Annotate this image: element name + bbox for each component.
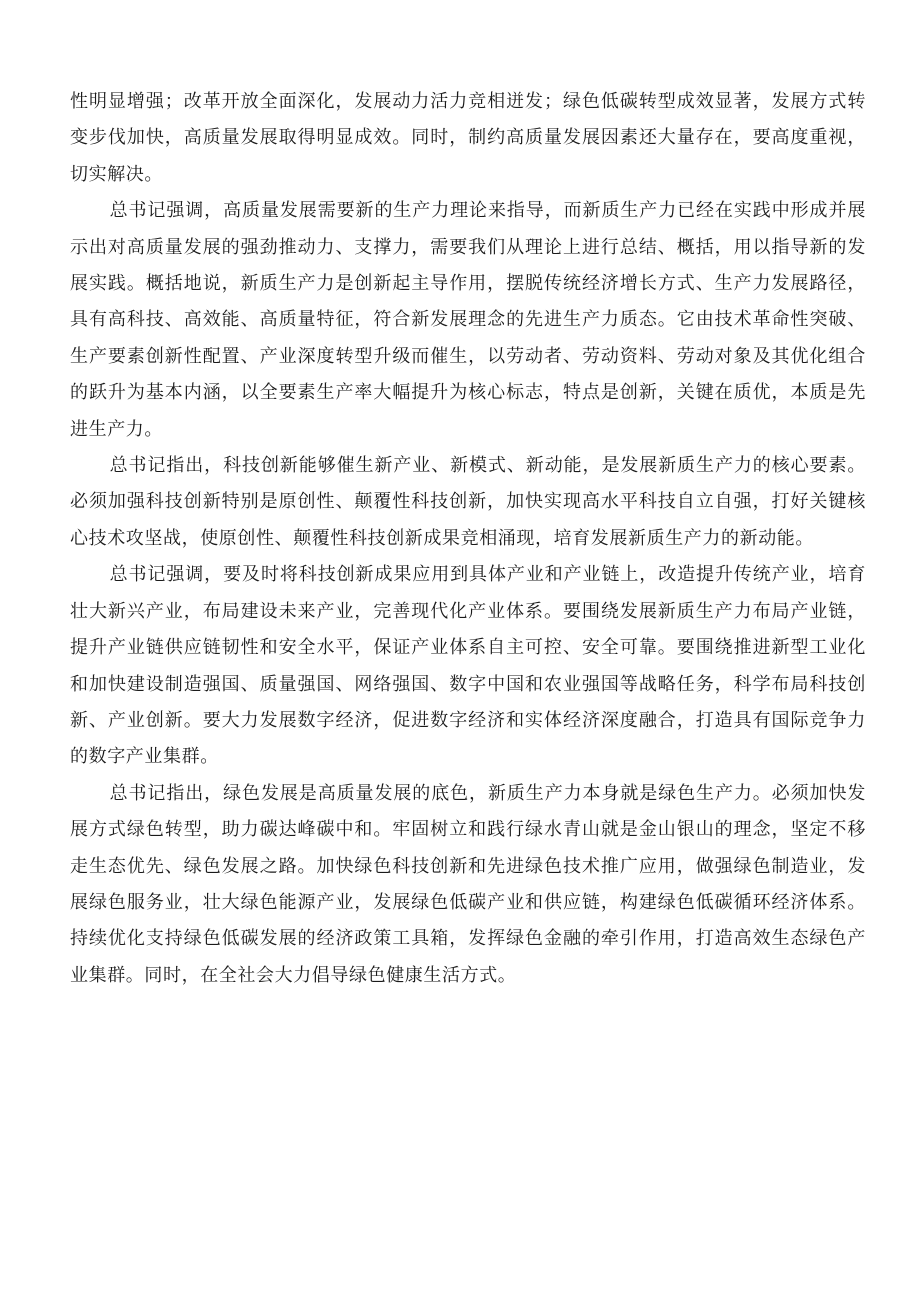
paragraph-3: 总书记指出，科技创新能够催生新产业、新模式、新动能，是发展新质生产力的核心要素。必须加强科技创新特别是原创性、颠覆性科技创新，加快实现高水平科技自立自强，打好关键核心技术攻坚战，使原创性、颠覆性科技创新成果竞相涌现，培育发展新质生产力的新动能。 — [70, 455, 866, 549]
paragraph-2: 总书记强调，高质量发展需要新的生产力理论来指导，而新质生产力已经在实践中形成并展示出对高质量发展的强劲推动力、支撑力，需要我们从理论上进行总结、概括，用以指导新的发展实践。概括地说，新质生产力是创新起主导作用，摆脱传统经济增长方式、生产力发展路径，具有高科技、高效能、高质量特征，符合新发展理念的先进生产力质态。它由技术革命性突破、生产要素创新性配置、产业深度转型升级而催生，以劳动者、劳动资料、劳动对象及其优化组合的跃升为基本内涵，以全要素生产率大幅提升为核心标志，特点是创新，关键在质优，本质是先进生产力。 — [70, 200, 866, 440]
paragraph-5: 总书记指出，绿色发展是高质量发展的底色，新质生产力本身就是绿色生产力。必须加快发展方式绿色转型，助力碳达峰碳中和。牢固树立和践行绿水青山就是金山银山的理念，坚定不移走生态优先、绿色发展之路。加快绿色科技创新和先进绿色技术推广应用，做强绿色制造业，发展绿色服务业，壮大绿色能源产业，发展绿色低碳产业和供应链，构建绿色低碳循环经济体系。持续优化支持绿色低碳发展的经济政策工具箱，发挥绿色金融的牵引作用，打造高效生态绿色产业集群。同时，在全社会大力倡导绿色健康生活方式。 — [70, 782, 866, 986]
document-page — [70, 84, 866, 994]
paragraph-1: 性明显增强；改革开放全面深化，发展动力活力竞相迸发；绿色低碳转型成效显著，发展方式转变步伐加快，高质量发展取得明显成效。同时，制约高质量发展因素还大量存在，要高度重视，切实解决。 — [70, 91, 866, 185]
paragraph-4: 总书记强调，要及时将科技创新成果应用到具体产业和产业链上，改造提升传统产业，培育壮大新兴产业，布局建设未来产业，完善现代化产业体系。要围绕发展新质生产力布局产业链，提升产业链供应链韧性和安全水平，保证产业体系自主可控、安全可靠。要围绕推进新型工业化和加快建设制造强国、质量强国、网络强国、数字中国和农业强国等战略任务，科学布局科技创新、产业创新。要大力发展数字经济，促进数字经济和实体经济深度融合，打造具有国际竞争力的数字产业集群。 — [70, 564, 866, 768]
